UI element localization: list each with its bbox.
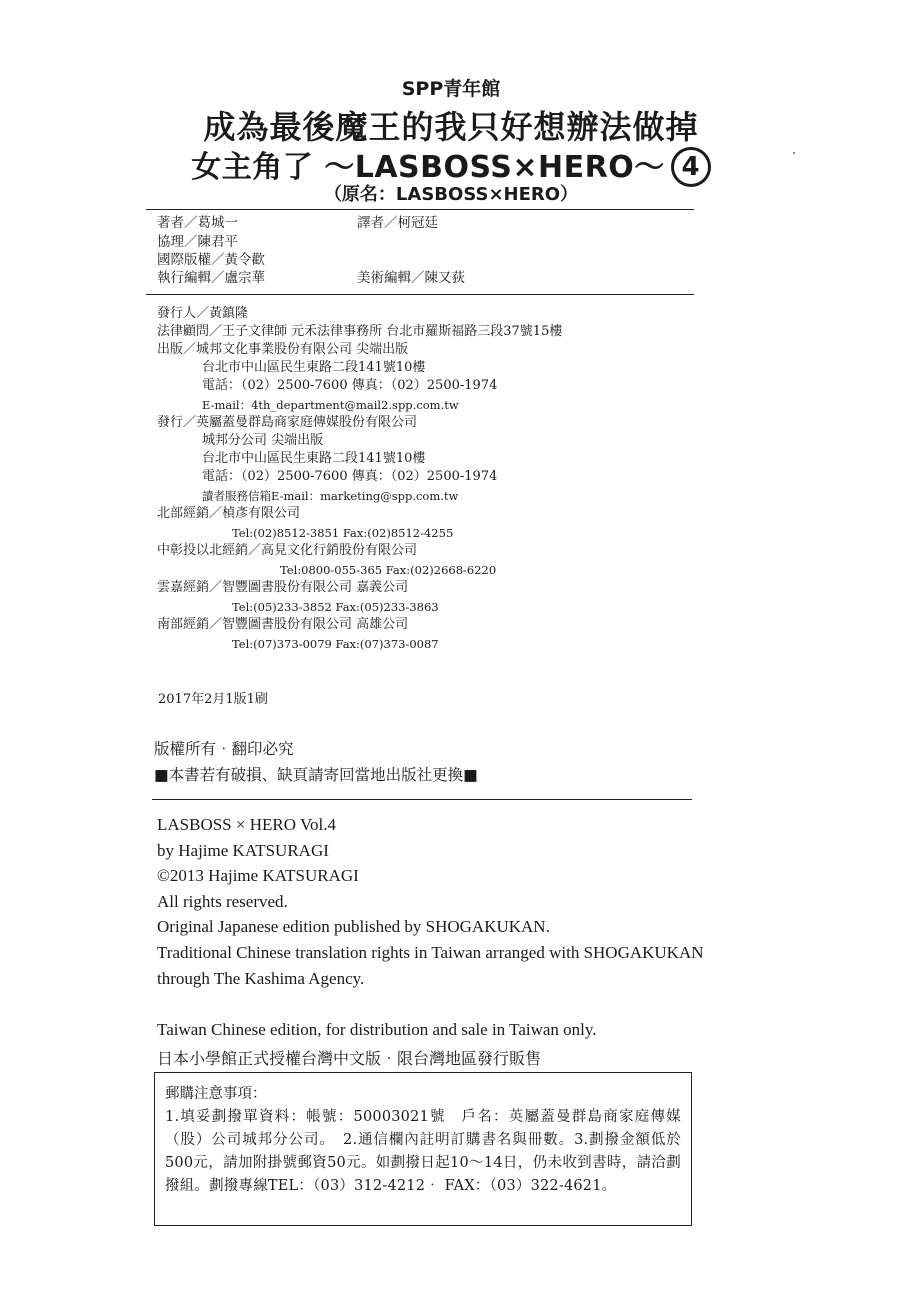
postal-order-notice-box [154,1072,692,1226]
divider-credits [146,294,694,295]
english-rights-reserved: All rights reserved. [157,892,288,911]
distributor-company: 發行／英屬蓋曼群島商家庭傳媒股份有限公司 [157,415,418,430]
publisher-label: SPP青年館 [401,78,501,100]
divider-top [146,209,694,210]
credit-art-editor: 美術編輯／陳又荻 [357,270,465,286]
distributor-branch: 城邦分公司 尖端出版 [202,433,324,448]
postal-order-body: 1.填妥劃撥單資料：帳號：50003021號 戶名：英屬蓋曼群島商家庭傳媒（股）公司城邦分公司。 2.通信欄內註明訂購書名與冊數。3.劃撥金額低於500元，請加附掛號郵資50元。如劃撥日起10～14日，仍未收到書時，請洽劃撥組。劃撥專線TEL：（03）312-4212‧ FAX：（03）322-4621。 [165,1109,681,1194]
issuer: 發行人／黃鎮隆 [157,306,249,321]
english-series-title: LASBOSS × HERO Vol.4 [157,815,337,834]
distributor-address: 台北市中山區民生東路二段141號10樓 [202,451,426,466]
english-original-edition: Original Japanese edition published by SHOGAKUKAN. [157,917,550,936]
edition-date: 2017年2月1版1刷 [158,692,268,707]
postal-order-title: 郵購注意事項： [165,1086,267,1102]
english-agency: through The Kashima Agency. [157,969,365,988]
south-distributor: 南部經銷／智豐圖書股份有限公司 高雄公司 [157,617,409,632]
book-title-line2-text: 女主角了 ～LASBOSS×HERO～ [191,150,665,185]
copyright-notice: 版權所有‧翻印必究 [154,740,294,758]
distributor-email: 讀者服務信箱E-mail：marketing@spp.com.tw [202,489,459,503]
english-distribution: Taiwan Chinese edition, for distribution and sale in Taiwan only. [157,1020,597,1039]
volume-number-badge: 4 [671,147,711,187]
publisher-address: 台北市中山區民生東路二段141號10樓 [202,360,426,375]
credit-exec-editor: 執行編輯／盧宗華 [157,270,265,286]
legal-counsel: 法律顧問／王子文律師 元禾法律事務所 台北市羅斯福路三段37號15樓 [157,324,563,339]
publisher-email: E-mail：4th_department@mail2.spp.com.tw [202,398,459,412]
english-copyright: ©2013 Hajime KATSURAGI [157,866,359,885]
credit-author: 著者／葛城一 [157,215,238,231]
north-distributor-tel: Tel:(02)8512-3851 Fax:(02)8512-4255 [232,526,454,540]
divider-rights [152,799,692,800]
central-distributor-tel: Tel:0800-055-365 Fax:(02)2668-6220 [280,563,497,577]
credit-assistant: 協理／陳君平 [157,234,238,250]
south-distributor-tel: Tel:(07)373-0079 Fax:(07)373-0087 [232,637,439,651]
english-author: by Hajime KATSURAGI [157,841,329,860]
stray-mark [793,152,795,154]
publisher-company: 出版／城邦文化事業股份有限公司 尖端出版 [157,342,409,357]
central-distributor: 中彰投以北經銷／高見文化行銷股份有限公司 [157,543,418,558]
yunjia-distributor-tel: Tel:(05)233-3852 Fax:(05)233-3863 [232,600,439,614]
credit-translator: 譯者／柯冠廷 [357,215,438,231]
book-title-line1: 成為最後魔王的我只好想辦法做掉 [203,108,699,146]
yunjia-distributor: 雲嘉經銷／智豐圖書股份有限公司 嘉義公司 [157,580,409,595]
publisher-phone: 電話：（02）2500-7600 傳真：（02）2500-1974 [202,378,498,393]
credit-intl-rights: 國際版權／黃令歡 [157,252,265,268]
north-distributor: 北部經銷／楨彥有限公司 [157,506,301,521]
distributor-phone: 電話：（02）2500-7600 傳真：（02）2500-1974 [202,469,498,484]
english-translation-rights: Traditional Chinese translation rights in Taiwan arranged with SHOGAKUKAN [157,943,704,962]
original-title: （原名：LASBOSS×HERO） [323,184,579,205]
authorized-edition-notice: 日本小學館正式授權台灣中文版‧限台灣地區發行販售 [157,1049,542,1068]
damage-notice: ■本書若有破損、缺頁請寄回當地出版社更換■ [154,766,478,784]
